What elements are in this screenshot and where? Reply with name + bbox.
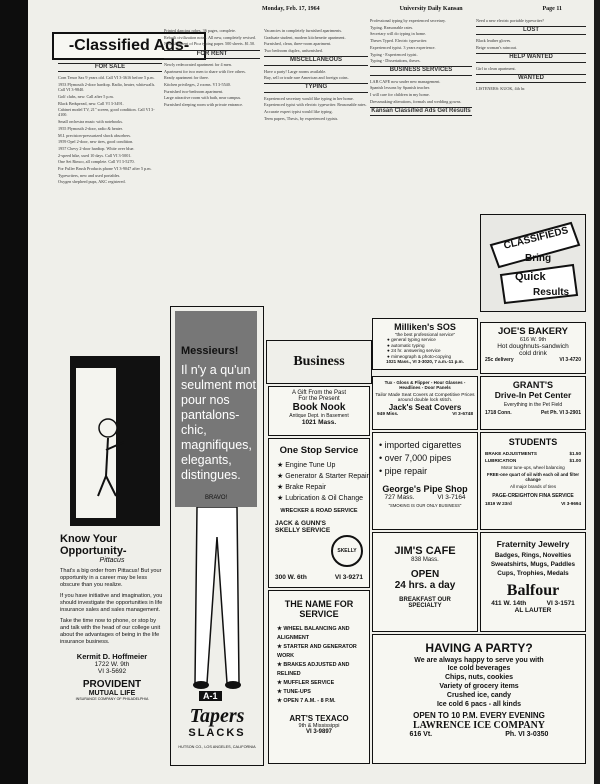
header-paper: University Daily Kansan [399,6,463,12]
ad-text: Have a party! Large rooms available. [264,68,327,74]
ad-text: Typing - Dissertations, theses. [370,58,421,64]
ad-text: Furnished, clean, three-room apartment. [264,41,332,47]
lawrence-title: HAVING A PARTY? [425,641,533,655]
students-p1: $1.50 [569,451,581,456]
ad-text: Secretary will do typing in home. [370,31,427,37]
tapers-maker: HUTSON CO., LOS ANGELES, CALIFORNIA [178,745,256,749]
ad-text: I will care for children in my home. [370,92,430,98]
texaco-ad [268,590,370,764]
lawrence-item: Ice cold 6 pacs - all kinds [436,701,522,708]
balfour-person: AL LAUTER [514,607,552,614]
provident-addr: 1722 W. 9th [94,661,130,668]
texaco-item-text: MUFFLER SERVICE [283,680,335,686]
tapers-body: Il n'y a qu'un seulment mot pour nos pantalons-chic, magnifiques, elegants, distingues. [181,363,257,482]
joes-delivery: 25c delivery [485,357,514,363]
provident-body2: If you have initiative and imagination, you should investigate the opportunities in life insurance sales and sales management. [60,593,163,613]
lawrence-l1: We are always happy to serve you with [414,657,544,664]
ad-text: Typing. Reasonable rates. [370,24,414,30]
promo-line3: Quick [515,271,546,283]
ad-text: Cabinet model TV, 21" screen, good condition. Call VI 3-4100. [58,107,155,118]
ad-text: Apartment for two men to share with five others. [164,68,246,74]
ad-text: Accurate expert typist would like typing. [264,109,333,115]
ad-text: Theses Typed. Electric typewriter. [370,38,428,44]
students-l2: LUBRICATION [485,458,517,463]
lawrence-item: Chips, nuts, cookies [444,674,514,681]
milliken-item-text: mimeograph & photo-copying [391,353,452,359]
section-misc: MISCELLANEOUS [264,56,368,65]
ad-text: Typewriters, new and used portables. [58,172,121,178]
ad-text: Printed dancing robes, 36 pages, complete. [164,28,236,33]
texaco-item: ★ MUFFLER SERVICE [277,680,335,686]
ad-text: 1953 Plymouth 2-door hardtop. Radio, heater, whitewalls. Call VI 3-9840. [58,81,156,93]
ad-text: Dressmaking-alterations, formals and wedding gowns. [370,98,462,104]
balfour-phone: VI 3-1571 [546,600,575,607]
provident-phone: VI 3-5692 [97,668,127,675]
ad-text: Term papers, Thesis, by experienced typists. [264,115,339,121]
lawrence-phone: Ph. VI 3-0350 [505,731,549,738]
booknook-addr: 1021 Mass. [301,419,337,426]
skelly-item-1: ★ Engine Tune Up [277,462,336,469]
ad-text: Typing - Experienced typist. [370,51,418,57]
students-l4: FREE-one quart of oil with each oil and filter change [486,472,580,482]
skelly-item-2: ★ Generator & Starter Repair [277,473,369,480]
milliken-item: ● mimeograph & photo-copying [387,353,452,359]
ad-text: Two bedroom duplex, unfurnished. [264,48,323,54]
texaco-item: ★ WHEEL BALANCING AND ALIGNMENT [277,626,350,641]
joes-bakery-ad [480,322,586,374]
classified-title-text: Classified Ads [74,37,184,54]
skelly-item-text: Lubrication & Oil Change [285,495,364,502]
skelly-logo-text: SKELLY [337,548,357,554]
texaco-item: ★ OPEN 7 A.M. - 8 P.M. [277,698,336,704]
col-misc-typing [264,28,368,338]
jims-name: JIM'S CAFE [394,545,456,557]
provident-body3: Take the time now to phone, or stop by and talk with the head of our college unit about the advantages of being in the life insurance business. [60,618,161,645]
tapers-store: A-1 [199,691,222,701]
milliken-item-text: 24 hr. answering service [391,348,441,354]
milliken-item: ● general typing service [387,337,436,342]
booknook-l2: For the Present [298,396,340,402]
header-date: Monday, Feb. 17, 1964 [262,6,320,12]
ad-text: One Set Rimco, all complete. Call VI 3-5270. [58,159,135,165]
milliken-item: ● 24 hr. answering service [387,348,441,354]
ad-text: Oxygen shepherd pups, AKC registered. [58,179,126,185]
students-name: PAGE-CREIGHTON FINA SERVICE [492,493,574,499]
pipe-addr: 727 Mass. [384,494,415,501]
skelly-ad [268,438,370,588]
ad-text: 1959 Opel 2-door, new tires, good condition. [58,139,134,145]
grants-l1: Everything in the Pet Field [503,402,563,408]
lawrence-ice-ad [372,634,586,764]
ad-text: Experienced typist. 3 years experience. [370,44,436,50]
classifieds-promo [480,214,586,312]
section-lost: LOST [476,26,586,35]
ad-text: 1955 Plymouth 2-door, radio & heater. [58,125,123,131]
balfour-ad [480,532,586,632]
provident-tag: INSURANCE COMPANY OF PHILADELPHIA [75,697,149,701]
jims-addr: 838 Mass. [411,557,439,563]
texaco-phone: VI 3-9897 [305,729,333,735]
ad-text: Experienced typist with electric typewriter. Reasonable rates. [264,102,367,108]
milliken-item: ● automatic typing [387,342,425,348]
promo-line2: Bring [525,253,552,264]
ad-text: Newly redecorated apartment for 4 men. [164,61,232,67]
milliken-addr: 1021 Mass., VI 3-3020, 7 a.m.-11 p.m. [386,359,464,365]
ad-text: Vacancies in completely furnished apartments. [264,28,343,33]
ad-text: LAB CAFE now under new management. [370,78,441,84]
business-directory-title: Business [293,354,345,369]
students-l1: BRAKE ADJUSTMENTS [485,451,537,456]
jacks-l1: Tailor Made Seat Covers at Competitive Prices [375,393,475,398]
ad-text: Graduate student, modern kitchenette apartment. [264,34,346,40]
section-help-wanted: HELP WANTED [476,53,586,62]
lawrence-item: Variety of grocery items [439,683,519,690]
tapers-headline: Messieurs! [181,345,239,357]
ad-text: Large attractive room with bath, near campus. [164,95,242,101]
ad-text: Black Bedspread, new. Call VI 3-3491. [58,100,124,106]
ad-text: Golf clubs, new. Call after 5 p.m. [58,93,114,99]
grants-ad [480,376,586,430]
page-header [262,6,562,12]
ad-text: Professional typing by experienced secretary. [370,18,446,23]
ad-text: For Fuller Brush Products phone VI 3-9047 after 5 p.m. [58,166,152,172]
jims-l2: 24 hrs. a day [394,580,456,591]
jims-l1: OPEN [410,569,440,580]
ad-text: Girl to clean apartment. [476,65,516,71]
ad-text: Buy, sell or trade rare American and foreign coins. [264,75,349,81]
ad-text: Small orchestra music with notebooks. [58,119,124,125]
joes-l1: Hot doughnuts-sandwich [497,343,569,350]
ad-text: LISTENERS: KUOK, 4th hr. [476,85,526,91]
ad-text: Corn Tenor Sax 9 years old. Call VI 3-3616 before 5 p.m. [58,75,155,81]
promo-line4: Results [533,287,570,298]
milliken-ad [372,318,478,370]
balfour-items: Badges, Rings, Novelties Sweatshirts, Mugs, Paddles Cups, Trophies, Medals [490,552,576,577]
ad-text: Black leather gloves. [476,38,512,44]
business-directory-banner [266,340,372,384]
texaco-item-text: STARTER AND GENERATOR WORK [277,644,357,659]
col-for-rent [164,28,260,318]
pipe-phone: VI 3-7164 [437,494,466,501]
joes-title: JOE'S BAKERY [497,326,568,337]
door-illustration [60,346,164,526]
ad-text: Kitchen privileges, 2 rooms. VI 3-5540. [164,81,231,87]
pipe-slogan: "SMOKING IS OUR ONLY BUSINESS" [388,503,462,508]
texaco-item-text: WHEEL BALANCING AND ALIGNMENT [277,626,350,641]
tapers-ad [170,306,264,766]
joes-l2: cold drink [519,350,547,357]
milliken-title: Milliken's SOS [394,322,456,332]
skelly-logo [331,535,363,567]
grants-phone: Pet Ph. VI 3-2901 [540,410,581,416]
pipe-shop-ad [372,432,478,530]
pipe-name: George's Pipe Shop [382,484,468,494]
balfour-title: Fraternity Jewelry [496,539,570,549]
students-p2: $1.00 [569,458,581,463]
texaco-item-text: TUNE-UPS [283,689,311,695]
booknook-name: Book Nook [292,402,346,413]
joes-phone: VI 3-4720 [559,357,581,363]
pipe-item: • imported cigarettes [379,440,462,450]
ad-text: Ready apartment for three. [164,75,209,81]
balfour-addr: 411 W. 14th [491,600,527,607]
section-typing: TYPING [264,83,368,92]
students-l5: All major brands of tires [509,484,557,489]
students-addr: 1819 W 23rd [485,501,512,506]
section-for-sale: FOR SALE [58,63,162,72]
booknook-l3: Antique Dept. in Basement [289,413,349,419]
jacks-addr: 949 Miss. [377,412,399,417]
lawrence-item: Ice cold beverages [447,665,511,672]
ad-text: 1957 Chevy 2-door hardtop. White over blue. [58,145,135,151]
lawrence-l2: OPEN TO 10 P.M. EVERY EVENING [413,711,545,720]
ad-text: Need a new electric portable typewriter? [476,18,545,23]
promo-line1: CLASSIFIEDS [502,225,570,252]
skelly-item-text: Engine Tune Up [285,462,336,469]
ad-text: New shipment of Pica typing paper. 500 sheets. $1.50. [164,41,256,47]
header-page: Page 11 [542,6,562,12]
page-creighton-ad [480,432,586,530]
pipe-item-text: imported cigarettes [384,440,462,450]
provident-headline: Know Your Opportunity- [60,533,127,557]
students-phone: VI 3-9694 [561,501,581,506]
milliken-item-text: general typing service [391,337,436,342]
provident-company: PROVIDENT [82,679,142,690]
jims-l3: BREAKFAST OUR SPECIALTY [399,597,451,609]
jacks-name: Jack's Seat Covers [388,403,462,412]
skelly-phone: VI 3-9271 [334,574,363,581]
lawrence-name: LAWRENCE ICE COMPANY [412,720,546,731]
skelly-title: One Stop Service [279,445,359,456]
milliken-item-text: automatic typing [391,342,425,348]
section-wanted: WANTED [476,74,586,83]
balfour-name: Balfour [506,582,560,599]
texaco-title: THE NAME FOR SERVICE [284,599,354,619]
booknook-ad [268,386,370,436]
jacks-l2: around double lock stitch. [397,398,453,403]
ad-text: M.I. precision-pressurized shock absorbers. [58,132,132,138]
provident-body1: That's a big order from Pittacus! But your opportunity in a career may be less obscure than you realize. [60,568,162,588]
booknook-l1: A Gift From the Past [291,390,347,396]
page-gutter [0,0,28,784]
tapers-brand: Tapers [189,705,245,727]
pipe-item: • over 7,000 pipes [379,453,452,463]
ad-text: Furnished sleeping room with private entrance. [164,102,244,108]
joes-addr: 616 W. 9th [519,337,547,343]
col-for-sale [58,60,162,340]
ad-text: Experienced secretary would like typing in her home. [264,95,354,101]
grants-addr: 1718 Conn. [485,410,512,416]
ad-text: Furnished two-bedroom apartment. [164,88,224,94]
section-business: BUSINESS SERVICES [370,66,472,75]
pipe-item: • pipe repair [379,466,428,476]
section-for-rent: FOR RENT [164,50,260,59]
texaco-item-text: OPEN 7 A.M. - 8 P.M. [283,698,336,704]
grants-name: Drive-In Pet Center [494,390,572,400]
texaco-item: ★ STARTER AND GENERATOR WORK [277,644,357,659]
provident-sub: Pittacus [99,557,125,564]
jacks-seat-covers-ad [372,376,478,430]
texaco-addr: 9th & Mississippi [298,723,340,729]
provident-agent: Kermit D. Hoffmeier [76,652,148,661]
provident-ad [60,346,164,766]
milliken-sub: "the best professional service" [394,332,456,337]
pipe-item-text: pipe repair [384,466,428,476]
skelly-addr: 300 W. 6th [275,574,307,581]
skelly-item-3: ★ Brake Repair [277,484,327,491]
col-lost-help [476,18,586,208]
texaco-item: ★ BRAKES ADJUSTED AND RELINED [277,662,350,677]
texaco-item: ★ TUNE-UPS [277,689,311,695]
tapers-slacks: SLACKS [188,727,246,739]
provident-company2: MUTUAL LIFE [88,690,136,697]
texaco-item-text: BRAKES ADJUSTED AND RELINED [277,662,350,677]
jacks-phone: VI 3-6748 [452,412,473,417]
lawrence-addr: 616 Vt. [409,731,433,738]
students-title: STUDENTS [508,437,558,447]
skelly-name: JACK & GUNN'S SKELLY SERVICE [275,520,331,534]
tapers-bravo: BRAVO! [205,495,228,501]
ad-text: 2-speed bike, used 10 days. Call VI 3-5001. [58,152,132,158]
skelly-item-4: ★ Lubrication & Oil Change [277,495,364,502]
skelly-item-text: Brake Repair [285,484,327,491]
students-l3: Motor tune-ups, wheel balancing [501,465,565,470]
skelly-item-text: Generator & Starter Repair [285,473,369,480]
col-typing-business [370,18,472,340]
pipe-item-text: over 7,000 pipes [384,453,452,463]
classified-footer: Kansan Classified Ads Get Results [370,107,472,116]
grants-title: GRANT'S [512,380,554,390]
ad-text: Beige woman's raincoat. [476,45,518,51]
texaco-name: ART'S TEXACO [289,714,349,723]
slacks-illustration [185,507,249,691]
classified-title: - Classified Ads - [52,32,206,60]
jacks-title: Tux - Gloss & Flipper - Hour Glasses - Headlines - Door Panels [384,380,466,390]
lawrence-item: Crushed ice, candy [446,692,512,699]
jims-cafe-ad [372,532,478,632]
ad-text: Rebuilt civilization notes. All new, completely revised. [164,34,256,40]
skelly-wrecker: WRECKER & ROAD SERVICE [280,508,358,514]
ad-text: Spanish lessons by Spanish teacher. [370,85,430,91]
